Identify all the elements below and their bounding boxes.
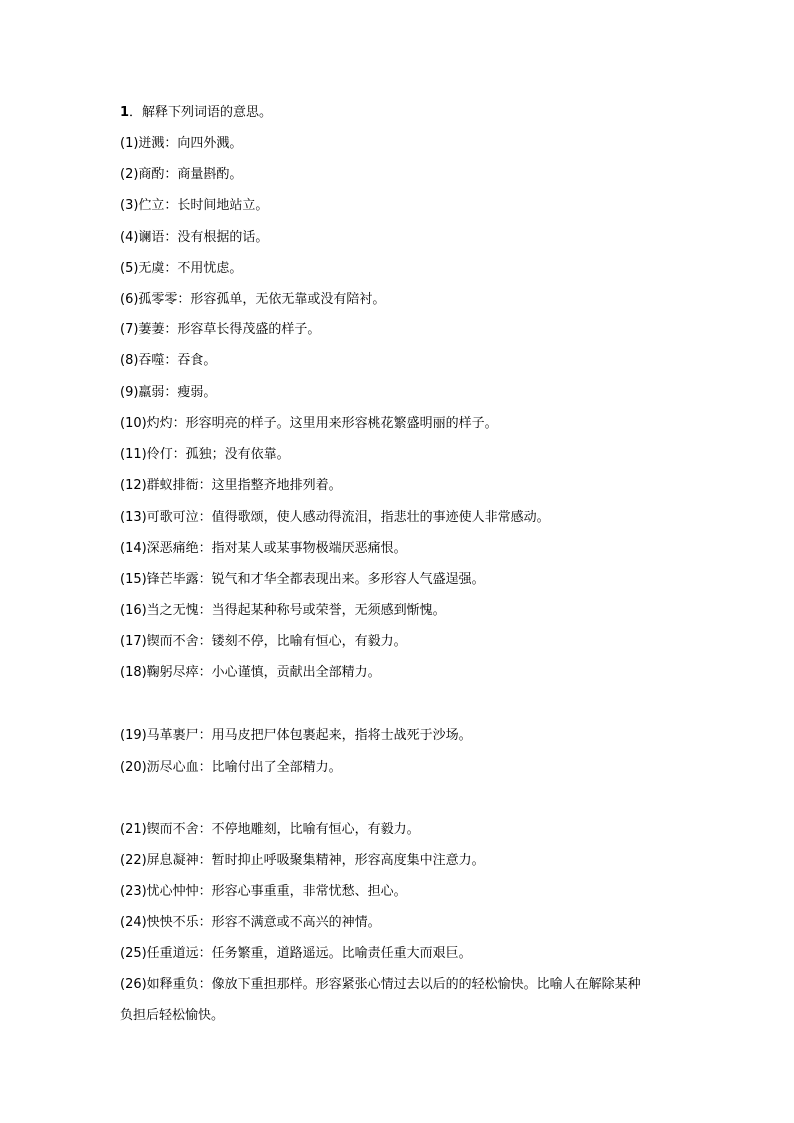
vocab-item-17: (17)锲而不舍：镂刻不停，比喻有恒心，有毅力。 <box>120 634 407 649</box>
vocab-item-19: (19)马革裹尸：用马皮把尸体包裹起来，指将士战死于沙场。 <box>120 728 472 743</box>
vocab-item-26: (26)如释重负：像放下重担那样。形容紧张心情过去以后的的轻松愉快。比喻人在解除某种 <box>120 977 641 992</box>
vocab-item-20: (20)沥尽心血：比喻付出了全部精力。 <box>120 760 342 775</box>
vocab-item-26-continued: 负担后轻松愉快。 <box>120 1008 225 1023</box>
vocab-item-24: (24)怏怏不乐：形容不满意或不高兴的神情。 <box>120 915 381 930</box>
vocab-item-23: (23)忧心忡忡：形容心事重重，非常忧愁、担心。 <box>120 884 407 899</box>
exercise-title-text: ．解释下列词语的意思。 <box>129 105 273 120</box>
vocab-item-21: (21)锲而不舍：不停地雕刻，比喻有恒心，有毅力。 <box>120 822 420 837</box>
exercise-number: 1 <box>120 105 130 120</box>
exercise-title <box>120 105 272 121</box>
vocab-item-6: (6)孤零零：形容孤单，无依无靠或没有陪衬。 <box>120 292 386 307</box>
vocab-item-4: (4)谰语：没有根据的话。 <box>120 230 269 245</box>
vocab-item-18: (18)鞠躬尽瘁：小心谨慎，贡献出全部精力。 <box>120 665 381 680</box>
vocab-item-3: (3)伫立：长时间地站立。 <box>120 198 269 213</box>
vocab-item-15: (15)锋芒毕露：锐气和才华全都表现出来。多形容人气盛逞强。 <box>120 572 485 587</box>
vocab-item-12: (12)群蚁排衙：这里指整齐地排列着。 <box>120 478 342 493</box>
vocab-item-10: (10)灼灼：形容明亮的样子。这里用来形容桃花繁盛明丽的样子。 <box>120 416 498 431</box>
vocab-item-5: (5)无虞：不用忧虑。 <box>120 261 243 276</box>
vocab-item-9: (9)羸弱：瘦弱。 <box>120 385 217 400</box>
vocab-item-2: (2)商酌：商量斟酌。 <box>120 167 243 182</box>
vocab-item-1: (1)迸溅：向四外溅。 <box>120 136 243 151</box>
vocab-item-7: (7)萋萋：形容草长得茂盛的样子。 <box>120 322 321 337</box>
vocab-item-25: (25)任重道远：任务繁重，道路遥远。比喻责任重大而艰巨。 <box>120 946 472 961</box>
vocab-item-14: (14)深恶痛绝：指对某人或某事物极端厌恶痛恨。 <box>120 541 407 556</box>
vocab-item-13: (13)可歌可泣：值得歌颂，使人感动得流泪，指悲壮的事迹使人非常感动。 <box>120 510 550 525</box>
vocab-item-8: (8)吞噬：吞食。 <box>120 353 217 368</box>
vocab-item-22: (22)屏息凝神：暂时抑止呼吸聚集精神，形容高度集中注意力。 <box>120 853 485 868</box>
vocab-item-16: (16)当之无愧：当得起某种称号或荣誉，无须感到惭愧。 <box>120 603 446 618</box>
vocab-item-11: (11)伶仃：孤独；没有依靠。 <box>120 447 290 462</box>
